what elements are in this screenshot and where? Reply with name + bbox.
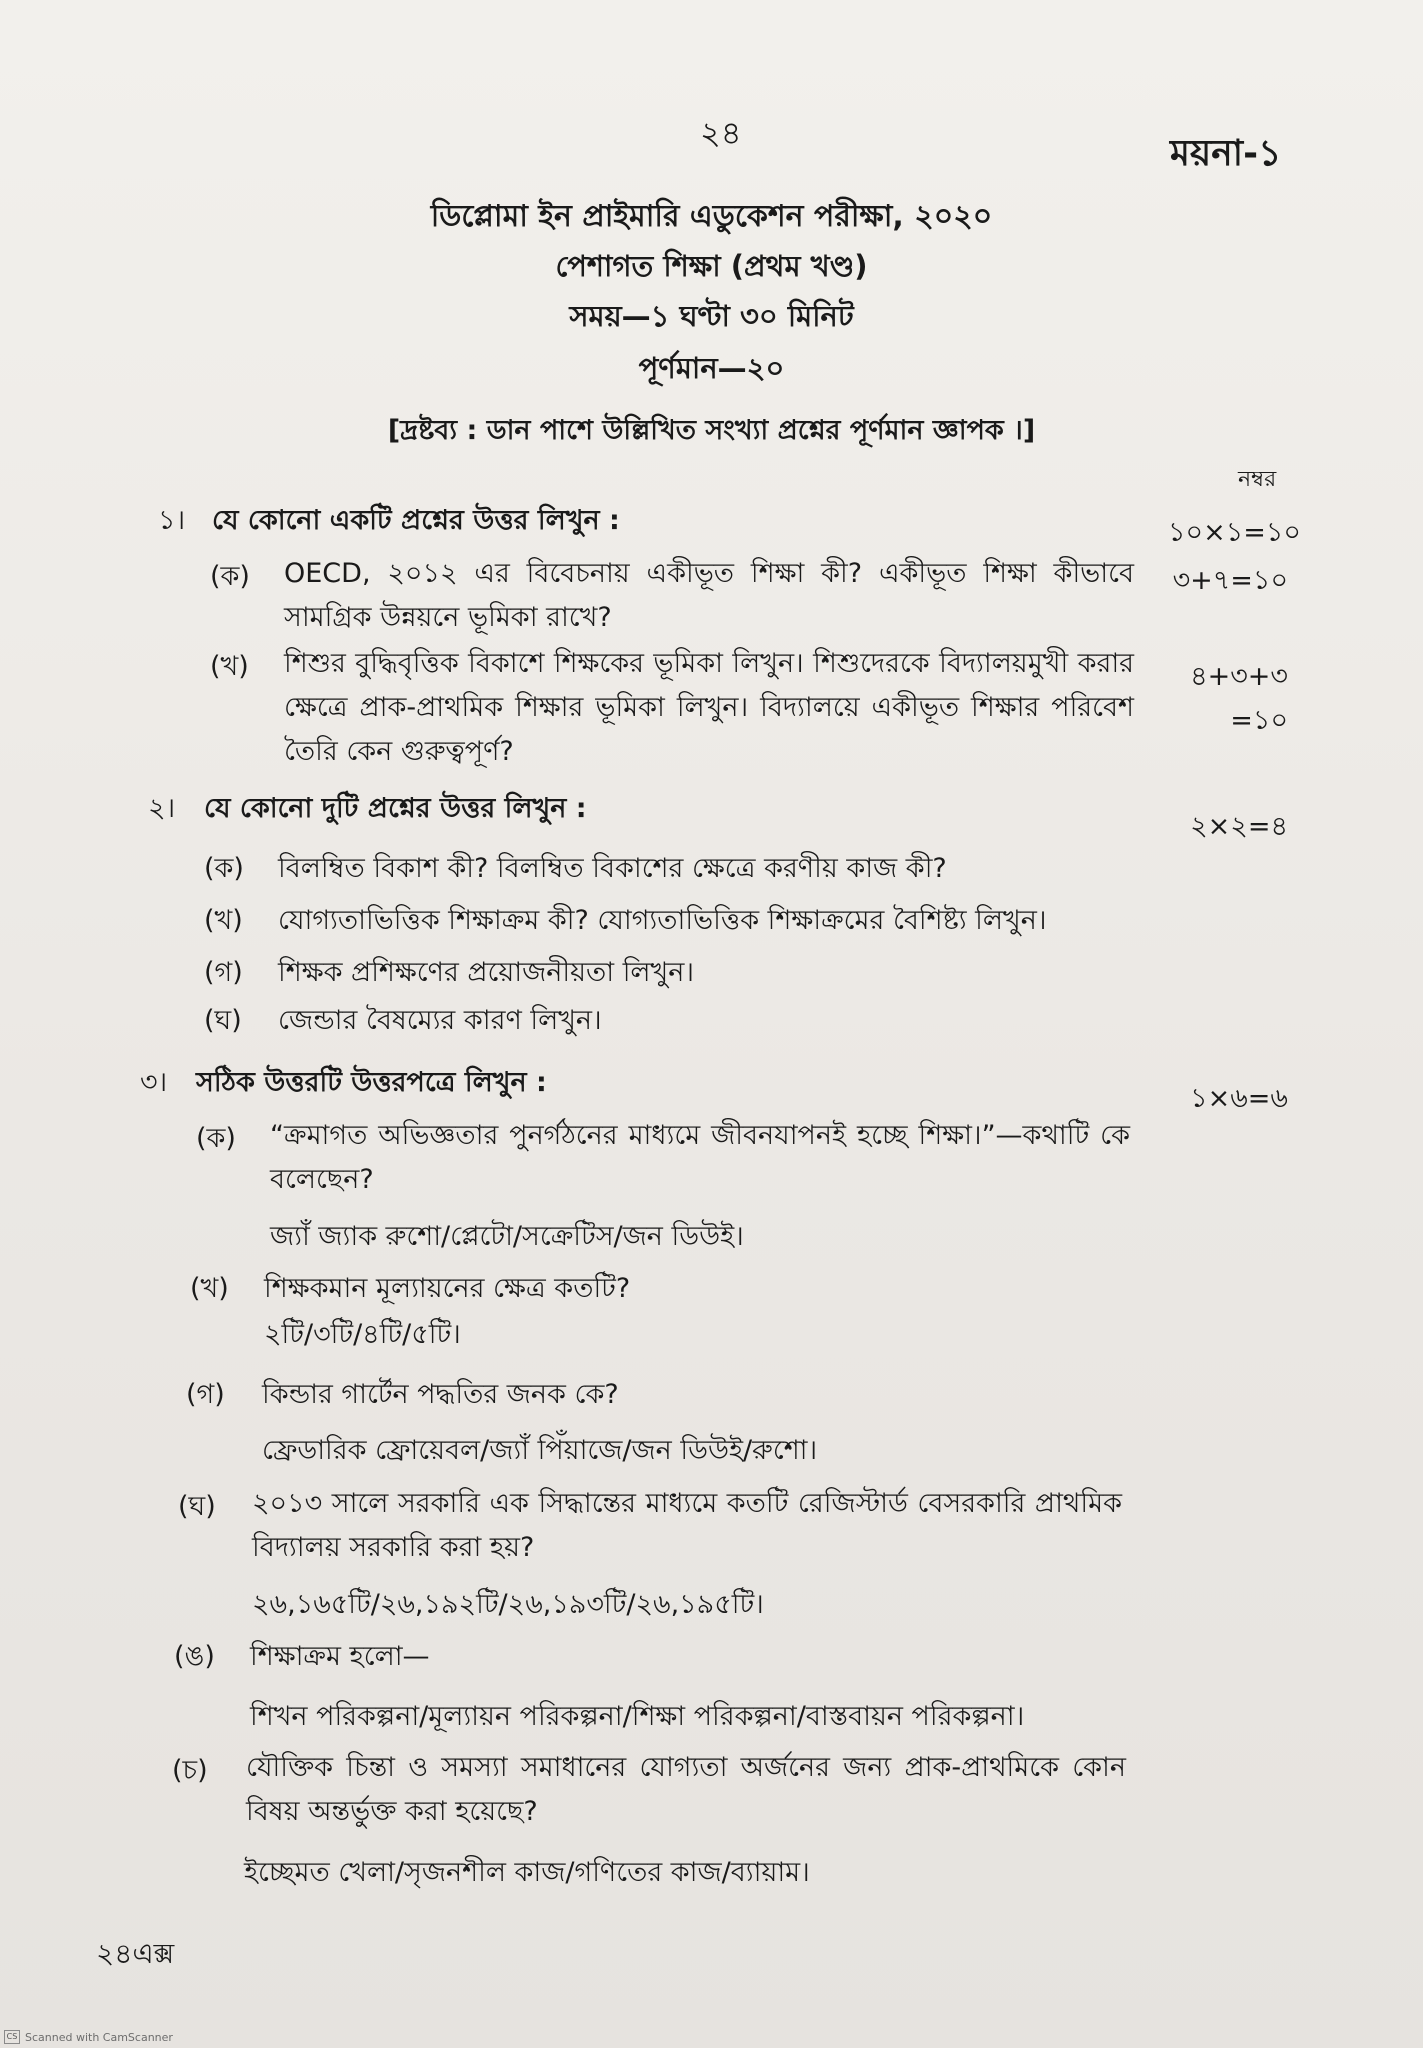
camscanner-icon: CS [4, 2030, 20, 2044]
q2-item-label: (ক) [204, 853, 244, 884]
q2-instruction: যে কোনো দুটি প্রশ্নের উত্তর লিখুন : [204, 793, 587, 824]
q3-item-label: (খ) [190, 1273, 229, 1304]
instruction-note: [দ্রষ্টব্য : ডান পাশে উল্লিখিত সংখ্যা প্রশ্নের পূর্ণমান জ্ঞাপক ।] [387, 415, 1036, 446]
q1-item-text: OECD, ২০১২ এর বিবেচনায় একীভূত শিক্ষা কী? একীভূত শিক্ষা কীভাবে সামগ্রিক উন্নয়নে ভূমিকা রাখে? [284, 558, 1134, 633]
q3-instruction: সঠিক উত্তরটি উত্তরপত্রে লিখুন : [196, 1067, 547, 1098]
set-label: ময়না-১ [1170, 133, 1282, 174]
exam-time: সময়—১ ঘণ্টা ৩০ মিনিট [569, 299, 854, 333]
q2-item-text: জেন্ডার বৈষম্যের কারণ লিখুন। [278, 1005, 602, 1036]
q2-item-text: শিক্ষক প্রশিক্ষণের প্রয়োজনীয়তা লিখুন। [278, 957, 695, 988]
q2-marks: ২×২=৪ [1190, 811, 1288, 842]
scanner-watermark-text: Scanned with CamScanner [25, 2030, 173, 2044]
q3-number: ৩। [140, 1067, 168, 1098]
q1-item-marks-line1: ৪+৩+৩ [1190, 661, 1288, 692]
paper-code: ২৪এক্স [96, 1937, 175, 1970]
q1-number: ১। [158, 505, 186, 536]
q3-item-options: জ্যাঁ জ্যাক রুশো/প্লেটো/সক্রেটিস/জন ডিউই। [270, 1221, 744, 1252]
q2-item-label: (ঘ) [204, 1005, 242, 1036]
q2-item-text: বিলম্বিত বিকাশ কী? বিলম্বিত বিকাশের ক্ষেত্রে করণীয় কাজ কী? [278, 853, 947, 884]
full-marks: পূর্ণমান—২০ [638, 351, 785, 385]
q1-instruction: যে কোনো একটি প্রশ্নের উত্তর লিখুন : [212, 505, 620, 536]
q3-marks: ১×৬=৬ [1190, 1083, 1288, 1114]
q3-item-options: ২৬,১৬৫টি/২৬,১৯২টি/২৬,১৯৩টি/২৬,১৯৫টি। [252, 1589, 764, 1620]
exam-title: ডিপ্লোমা ইন প্রাইমারি এডুকেশন পরীক্ষা, ২০২০ [430, 199, 993, 234]
q1-item-label: (খ) [210, 651, 249, 682]
q3-item-text: কিন্ডার গার্টেন পদ্ধতির জনক কে? [262, 1379, 619, 1410]
marks-column-heading: নম্বর [1238, 467, 1277, 492]
q3-item-text: শিক্ষাক্রম হলো— [250, 1641, 430, 1672]
page-number: ২৪ [700, 114, 742, 152]
q2-item-text: যোগ্যতাভিত্তিক শিক্ষাক্রম কী? যোগ্যতাভিত্তিক শিক্ষাক্রমের বৈশিষ্ট্য লিখুন। [278, 905, 1047, 936]
q3-item-label: (ক) [196, 1123, 236, 1154]
q3-item-text: “ক্রমাগত অভিজ্ঞতার পুনর্গঠনের মাধ্যমে জীবনযাপনই হচ্ছে শিক্ষা।”—কথাটি কে বলেছেন? [270, 1120, 1130, 1195]
q2-item-label: (গ) [204, 957, 243, 988]
q1-marks: ১০×১=১০ [1168, 517, 1301, 548]
q3-item-label: (চ) [172, 1755, 208, 1786]
q3-item-text: ২০১৩ সালে সরকারি এক সিদ্ধান্তের মাধ্যমে কতটি রেজিস্টার্ড বেসরকারি প্রাথমিক বিদ্যালয় সরকারি করা হয়? [252, 1488, 1122, 1563]
scanner-watermark [4, 2030, 173, 2044]
q3-item-options: শিখন পরিকল্পনা/মূল্যায়ন পরিকল্পনা/শিক্ষা পরিকল্পনা/বাস্তবায়ন পরিকল্পনা। [250, 1701, 1025, 1732]
q3-item-text: যৌক্তিক চিন্তা ও সমস্যা সমাধানের যোগ্যতা অর্জনের জন্য প্রাক-প্রাথমিকে কোন বিষয় অন্তর্ভুক্ত করা হয়েছে? [246, 1752, 1126, 1827]
q3-item-options: ২টি/৩টি/৪টি/৫টি। [264, 1319, 461, 1350]
q3-item-text: শিক্ষকমান মূল্যায়নের ক্ষেত্র কতটি? [264, 1273, 631, 1304]
subject-title: পেশাগত শিক্ষা (প্রথম খণ্ড) [555, 249, 868, 283]
q3-item-options: ফ্রেডারিক ফ্রোয়েবল/জ্যাঁ পিঁয়াজে/জন ডিউই/রুশো। [262, 1435, 818, 1466]
q1-item-text: শিশুর বুদ্ধিবৃত্তিক বিকাশে শিক্ষকের ভূমিকা লিখুন। শিশুদেরকে বিদ্যালয়মুখী করার ক্ষেত্রে প্রাক-প্রাথমিক শিক্ষার ভূমিকা লিখুন। বিদ্যালয়ে একীভূত শিক্ষার পরিবেশ তৈরি কেন গুরুত্বপূর্ণ? [284, 648, 1134, 767]
q1-item-marks: ৩+৭=১০ [1172, 565, 1288, 596]
q3-item-options: ইচ্ছেমত খেলা/সৃজনশীল কাজ/গণিতের কাজ/ব্যায়াম। [244, 1857, 810, 1888]
q2-number: ২। [148, 793, 176, 824]
q3-item-label: (গ) [186, 1379, 225, 1410]
q1-item-label: (ক) [210, 561, 250, 592]
q3-item-label: (ঙ) [174, 1641, 215, 1672]
q3-item-label: (ঘ) [178, 1491, 216, 1522]
q1-item-marks-line2: =১০ [1230, 705, 1288, 736]
q2-item-label: (খ) [204, 905, 243, 936]
